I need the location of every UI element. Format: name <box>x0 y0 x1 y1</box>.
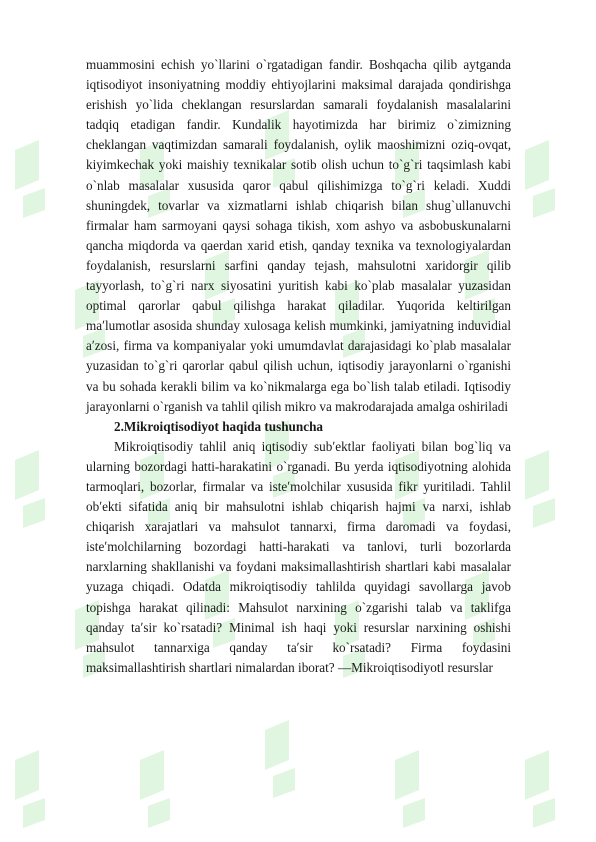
body-text <box>86 55 511 678</box>
paragraph-intro: muammosini echish yo`llarini o`rgatadigan fandir. Boshqacha qilib aytganda iqtisodiyot insoniyatning moddiy ehtiyojlarini maksimal darajada qondirishga erishish yo`lida cheklangan resurslardan samarali foydalanish masalalarini tadqiq etadigan fandir. Kundalik hayotimizda har birimiz o`zimizning cheklangan vaqtimizdan samarali foydalanish, oylik maoshimizni oziq-ovqat, kiyimkechak yoki maishiy texnikalar sotib olish uchun to`g`ri taqsimlash kabi o`nlab masalalar xususida qaror qabul qilishimizga to`g`ri keladi. Xuddi shuningdek, tovarlar va xizmatlarni ishlab chiqarish bilan shug`ullanuvchi firmalar ham sarmoyani qaysi sohaga tikish, xom ashyo va asbobuskunalarni qancha miqdorda va qaerdan xarid etish, qanday texnika va texnologiyalardan foydalanish, resurslarni sarfini qanday tejash, mahsulotni xaridorgir qilib tayyorlash, to`g`ri narx siyosatini yuritish kabi ko`plab masalalar yuzasidan optimal qarorlar qabul qilishga harakat qiladilar. Yuqorida keltirilgan maʹlumotlar asosida shunday xulosaga kelish mumkinki, jamiyatning induvidial aʹzosi, firma va kompaniyalar yoki umumdavlat darajasidagi ko`plab masalalar yuzasidan to`g`ri qarorlar qabul qilish uchun, iqtisodiy jarayonlarni o`rganishi va bu sohada kerakli bilim va ko`nikmalarga ega bo`lish talab etiladi. Iqtisodiy jarayonlarni o`rganish va tahlil qilish mikro va makrodarajada amalga oshiriladi <box>86 57 511 414</box>
section-heading: 2.Mikroiqtisodiyot haqida tushuncha <box>114 418 323 434</box>
paragraph-microeconomics: Mikroiqtisodiy tahlil aniq iqtisodiy subʹektlar faoliyati bilan bog`liq va ularning bozordagi hatti-harakatini o`rganadi. Bu yerda iqtisodiyotning alohida tarmoqlari, bozorlar, firmalar va isteʹmolchilar xususida fikr yuritiladi. Tahlil obʹekti sifatida aniq bir mahsulotni ishlab chiqarish hajmi va narxi, ishlab chiqarish xarajatlari va mahsulot tannarxi, firma daromadi va foydasi, isteʹmolchilarning bozordagi hatti-harakati va tanlovi, turli bozorlarda narxlarning shakllanishi va foydani maksimallashtirish shartlari kabi masalalar yuzaga chiqadi. Odatda mikroiqtisodiy tahlilda quyidagi savollarga javob topishga harakat qilinadi: Mahsulot narxining o`zgarishi talab va taklifga qanday taʹsir ko`rsatadi? Minimal ish haqi yoki resurslar narxining oshishi mahsulot tannarxiga qanday taʹsir ko`rsatadi? Firma foydasini maksimallashtirish shartlari nimalardan iborat? ―Mikroiqtisodiyotl resurslar <box>86 438 511 675</box>
